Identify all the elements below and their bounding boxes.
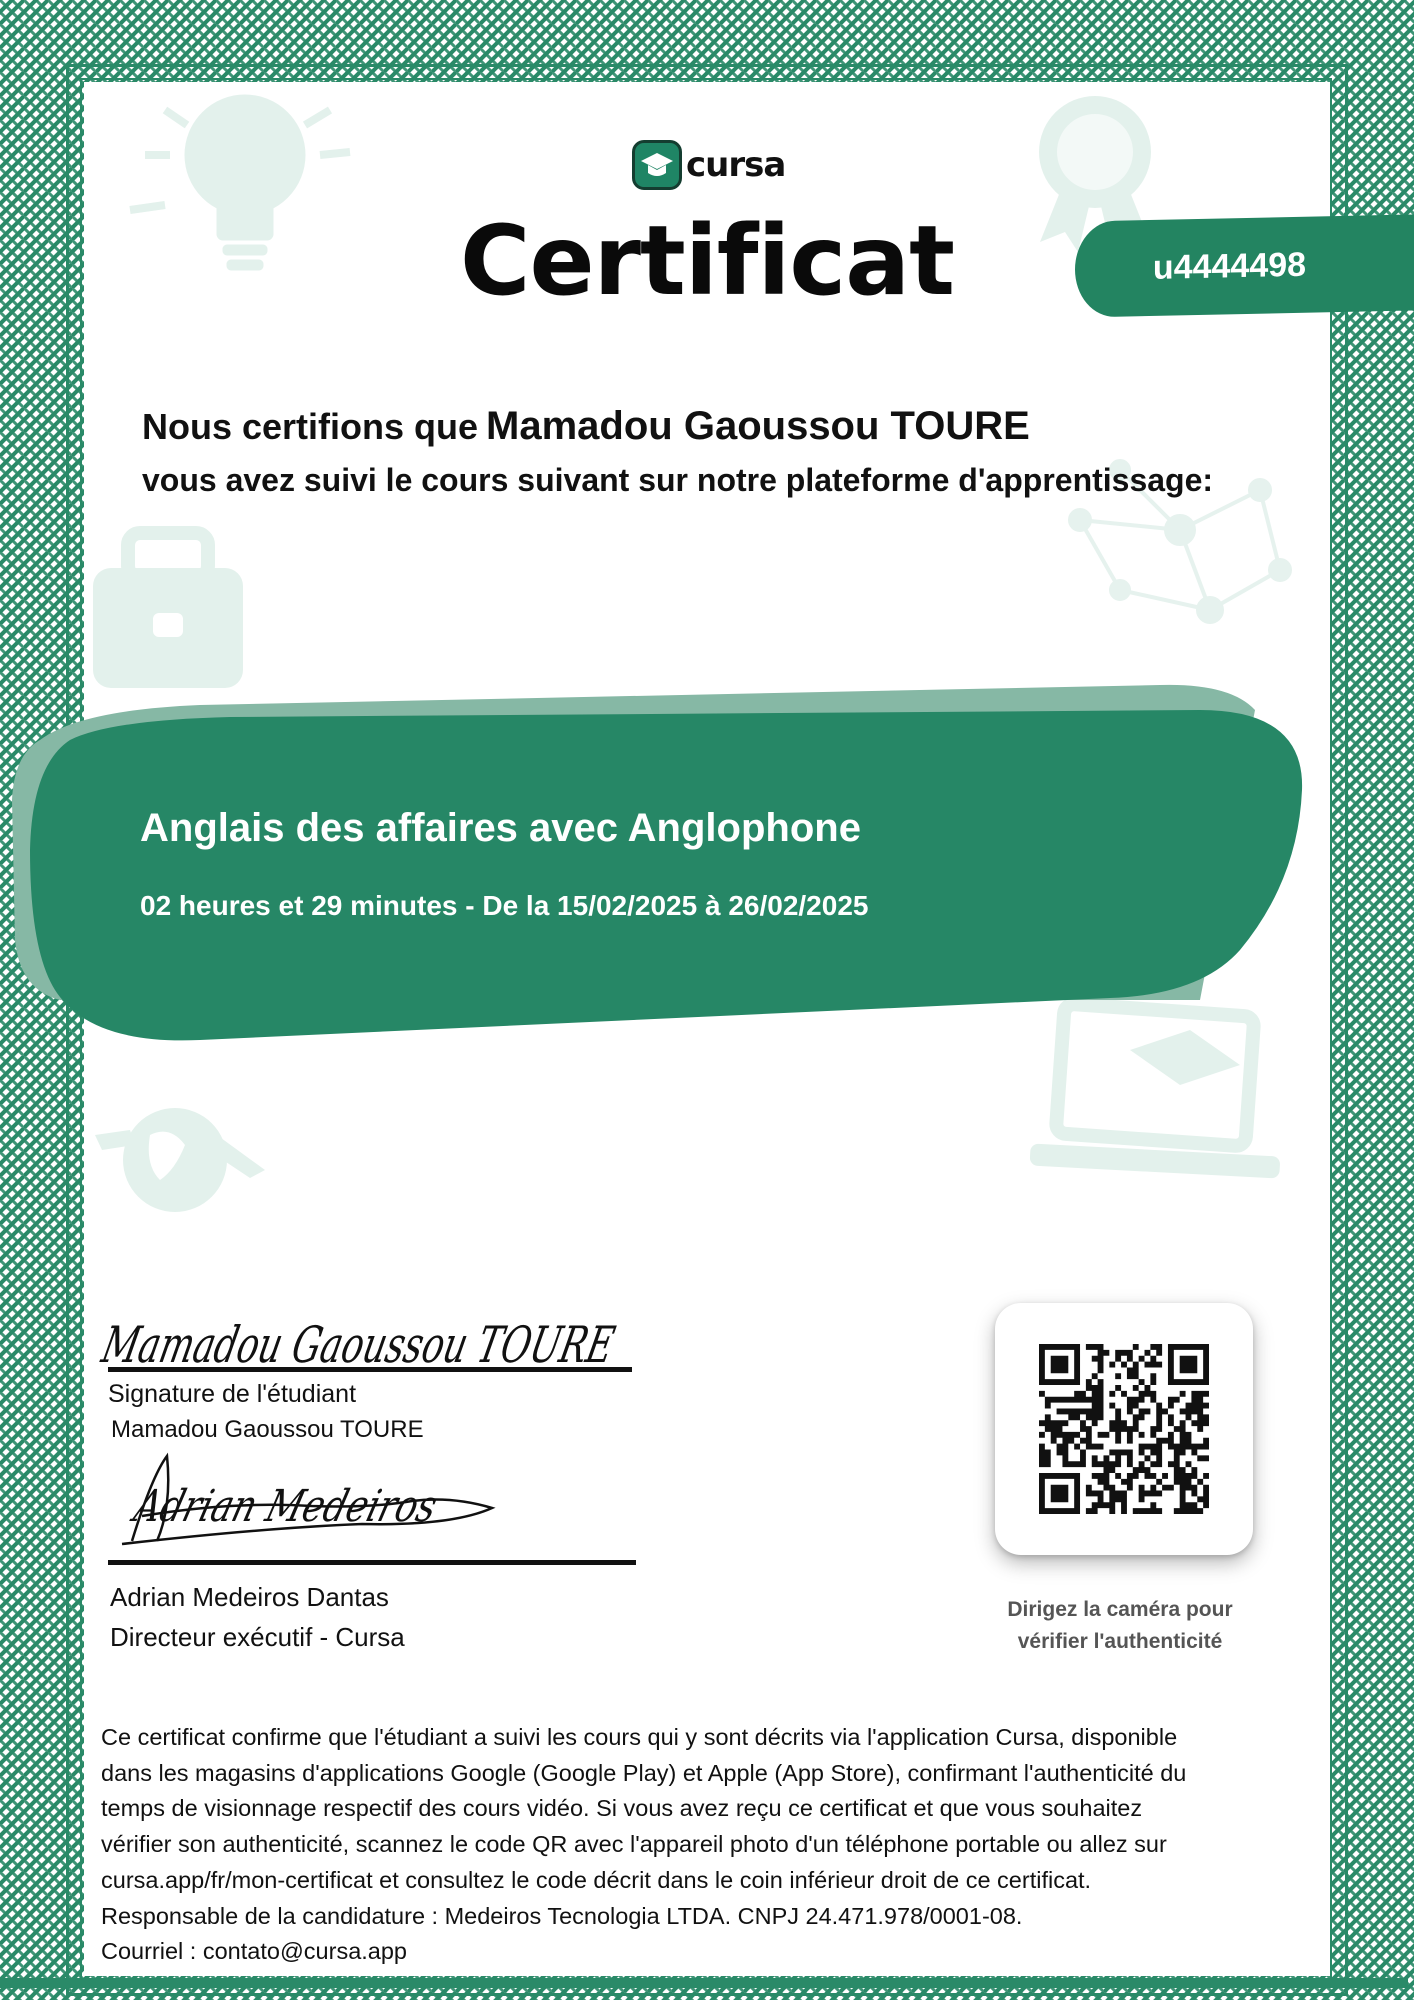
footer-line: Ce certificat confirme que l'étudiant a suivi les cours qui y sont décrits via l'application Cursa, disponible — [101, 1724, 1178, 1750]
certificate-id: u4444498 — [1152, 245, 1307, 287]
footer-line: Responsable de la candidature : Medeiros Tecnologia LTDA. CNPJ 24.471.978/0001-08. — [101, 1902, 1023, 1929]
briefcase-icon — [88, 528, 248, 698]
student-signature-label: Signature de l'étudiant — [108, 1380, 357, 1408]
director-name: Adrian Medeiros Dantas — [110, 1582, 389, 1612]
director-signature-line — [108, 1560, 636, 1565]
cursa-logo — [632, 140, 785, 190]
course-duration-dates: 02 heures et 29 minutes - De la 15/02/2025 à 26/02/2025 — [140, 890, 869, 921]
course-banner — [0, 680, 1320, 1050]
qr-caption-line1: Dirigez la caméra pour — [1007, 1598, 1233, 1621]
logo-mark — [632, 140, 682, 190]
footer-line: cursa.app/fr/mon-certificat et consultez le code décrit dans le coin inférieur droit de ce certificat. — [101, 1866, 1092, 1893]
student-name: Mamadou Gaoussou TOURE — [486, 404, 1030, 448]
certificate-footer-text — [101, 1720, 1321, 1970]
footer-line: temps de visionnage respectif des cours vidéo. Si vous avez reçu ce certificat et que vous souhaitez — [101, 1795, 1143, 1822]
director-signature-text: Adrian Medeiros — [129, 1479, 516, 1532]
globe-airplane-icon — [90, 1090, 270, 1230]
qr-code[interactable] — [1039, 1344, 1209, 1514]
graduation-cap-icon — [640, 150, 674, 180]
student-signature-text: Mamadou Gaoussou TOURE — [97, 1315, 830, 1374]
footer-line: vérifier son authenticité, scannez le code QR avec l'appareil photo d'un téléphone portable ou allez sur — [101, 1831, 1167, 1858]
certify-lead: Nous certifions que — [142, 406, 479, 447]
qr-code-card — [995, 1303, 1253, 1555]
certify-statement — [142, 404, 1030, 449]
course-banner-fill — [30, 710, 1302, 1040]
qr-caption-line2: vérifier l'authenticité — [1017, 1630, 1223, 1653]
student-signature-line — [108, 1367, 632, 1372]
director-title: Directeur exécutif - Cursa — [110, 1622, 405, 1652]
qr-caption — [960, 1594, 1280, 1658]
student-signature-name: Mamadou Gaoussou TOURE — [111, 1416, 424, 1443]
course-title: Anglais des affaires avec Anglophone — [140, 806, 861, 850]
followed-statement: vous avez suivi le cours suivant sur notre plateforme d'apprentissage: — [142, 462, 1214, 498]
director-signature — [112, 1446, 516, 1556]
footer-line: dans les magasins d'applications Google (Google Play) et Apple (App Store), confirmant l'authenticité du — [101, 1759, 1187, 1786]
logo-text: cursa — [686, 145, 786, 185]
footer-line: Courriel : contato@cursa.app — [101, 1938, 408, 1965]
certificate-title: Certificat — [460, 205, 954, 317]
student-signature — [97, 1290, 830, 1375]
certificate-id-badge — [1075, 214, 1414, 317]
